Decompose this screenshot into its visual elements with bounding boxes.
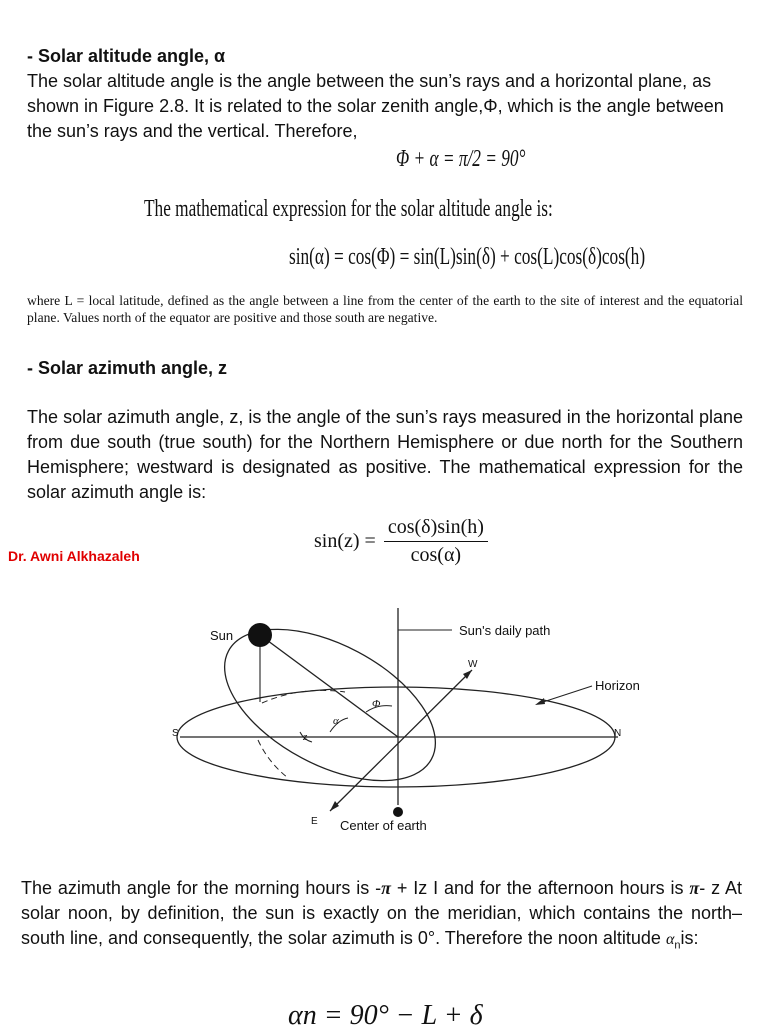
- east-label: E: [311, 816, 318, 827]
- north-label: N: [614, 728, 622, 739]
- daily-path-label: Sun's daily path: [459, 623, 551, 638]
- sun-ray-line: [260, 635, 398, 737]
- horizon-label: Horizon: [595, 678, 640, 693]
- azimuth-paragraph: The solar azimuth angle, z, is the angle of the sun’s rays measured in the horizontal plane from due south (true south) for the Northern Hemisphere or due north for the Southern Hemisphere; westward is designated as positive. The mathematical expression for the solar azimuth angle is:: [27, 407, 743, 502]
- east-west-axis: [330, 670, 472, 811]
- math-intro-text: The mathematical expression for the solar altitude angle is:: [144, 196, 553, 222]
- pi-symbol-1: π: [381, 878, 391, 898]
- section-heading-azimuth: - Solar azimuth angle, z: [27, 358, 228, 378]
- sun-label: Sun: [210, 628, 234, 643]
- south-label: S: [172, 728, 179, 739]
- alpha-label: α: [333, 715, 339, 727]
- azimuth-fraction-numerator: cos(δ)sin(h): [384, 516, 488, 542]
- azimuth-eq-lhs: sin(z) =: [314, 530, 376, 552]
- azimuth-hours-paragraph: [21, 876, 742, 959]
- alpha-n-symbol: α: [665, 931, 675, 948]
- west-label: W: [468, 659, 478, 670]
- altitude-paragraph: The solar altitude angle is the angle between the sun’s rays and a horizontal plane, as shown in Figure 2.8. It is related to the solar zenith angle,Φ, which is the angle between the sun’s rays and the vertical. Therefore,: [27, 71, 724, 141]
- angle-sum-equation: Φ + α = π/2 = 90°: [396, 146, 526, 172]
- alpha-n-subscript: n: [674, 939, 681, 952]
- dashed-azimuth-arc: [258, 740, 288, 778]
- noon-altitude-equation: αn = 90° − L + δ: [288, 1000, 483, 1031]
- center-of-earth-label: Center of earth: [340, 818, 427, 833]
- pi-symbol-2: π: [689, 878, 700, 898]
- dashed-projection: [262, 690, 345, 703]
- azimuth-equation: [314, 516, 488, 567]
- p3-part-a: The azimuth angle for the morning hours is -: [21, 878, 382, 898]
- author-name: Dr. Awni Alkhazaleh: [8, 548, 140, 564]
- altitude-equation: sin(α) = cos(Φ) = sin(L)sin(δ) + cos(L)cos(δ)cos(h): [289, 244, 646, 270]
- p3-part-b: + Iz I and for the afternoon hours is: [391, 878, 690, 898]
- latitude-definition: where L = local latitude, defined as the angle between a line from the center of the earth to the site of interest and the equatorial plane. Values north of the equator are positive and those south are negative.: [27, 293, 743, 325]
- horizon-pointer: [540, 686, 592, 703]
- section-heading-altitude: - Solar altitude angle, α: [27, 46, 226, 66]
- center-of-earth-dot: [393, 807, 403, 817]
- z-label: z: [303, 731, 308, 743]
- azimuth-fraction: [384, 516, 488, 567]
- solar-angles-diagram: [0, 590, 768, 840]
- azimuth-fraction-denominator: cos(α): [410, 544, 462, 566]
- phi-label: Φ: [372, 698, 381, 710]
- sun-icon: [248, 623, 272, 647]
- p3-part-d: is:: [680, 928, 699, 948]
- p3-part-c: - z At solar noon, by definition, the sun is exactly on the meridian, which contains the north–south line, and consequently, the solar azimuth is 0°. Therefore the noon altitude: [21, 878, 743, 948]
